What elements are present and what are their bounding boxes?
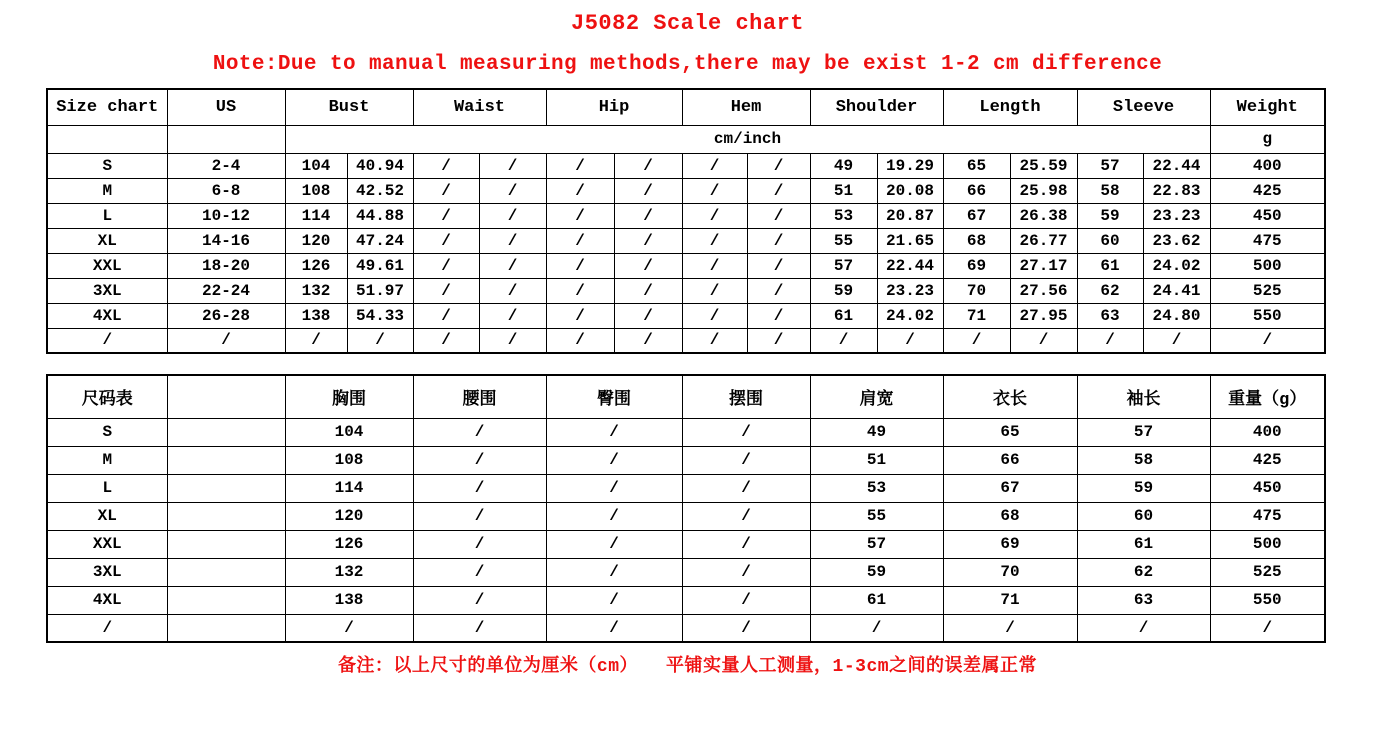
table-cell: / [1010, 328, 1077, 353]
table-cell: 62 [1077, 558, 1210, 586]
column-header: 尺码表 [47, 375, 167, 418]
table-cell: 138 [285, 586, 413, 614]
table-cell: / [285, 328, 347, 353]
table-cell: / [546, 278, 614, 303]
table-cell: / [546, 303, 614, 328]
table-cell: 54.33 [347, 303, 413, 328]
table-cell: / [682, 328, 747, 353]
table-cell: / [546, 586, 682, 614]
unit-label-grams: g [1210, 125, 1325, 153]
column-header-measurement: Hem [682, 89, 810, 125]
table-cell: 49 [810, 418, 943, 446]
table-row [47, 178, 1325, 203]
table-cell: / [413, 253, 479, 278]
unit-row [47, 125, 1325, 153]
table-cell: 57 [810, 530, 943, 558]
column-header-weight: Weight [1210, 89, 1325, 125]
table-cell: / [747, 178, 810, 203]
table-cell: / [614, 178, 682, 203]
table-cell: / [614, 278, 682, 303]
table-cell: / [413, 558, 546, 586]
header-row [47, 375, 1325, 418]
table-cell: 24.02 [877, 303, 943, 328]
table-cell: 69 [943, 530, 1077, 558]
table-cell: / [546, 203, 614, 228]
table-cell [167, 558, 285, 586]
table-cell: / [682, 474, 810, 502]
table-cell: / [682, 502, 810, 530]
table-cell: / [413, 418, 546, 446]
table-cell: 550 [1210, 303, 1325, 328]
table-cell: / [413, 446, 546, 474]
table-row [47, 228, 1325, 253]
table-cell: / [413, 474, 546, 502]
table-cell: / [47, 328, 167, 353]
table-cell: 69 [943, 253, 1010, 278]
unit-label-cm-inch: cm/inch [285, 125, 1210, 153]
table-cell: / [413, 228, 479, 253]
table-cell: 126 [285, 253, 347, 278]
table-cell: 42.52 [347, 178, 413, 203]
table-row [47, 586, 1325, 614]
column-header-measurement: Bust [285, 89, 413, 125]
column-header-measurement: Shoulder [810, 89, 943, 125]
footer-remark-note: 备注：以上尺寸的单位为厘米（cm） 平铺实量人工测量，1-3cm之间的误差属正常 [337, 657, 1038, 677]
table-cell: 40.94 [347, 153, 413, 178]
table-cell: 58 [1077, 178, 1143, 203]
table-cell: / [413, 502, 546, 530]
table-cell: / [682, 178, 747, 203]
table-cell [167, 586, 285, 614]
table-cell: / [546, 446, 682, 474]
size-table-english [46, 88, 1326, 354]
column-header-us: US [167, 89, 285, 125]
table-cell: 65 [943, 153, 1010, 178]
column-header: 腰围 [413, 375, 546, 418]
table-cell: 57 [1077, 153, 1143, 178]
table-cell: 22.44 [877, 253, 943, 278]
table-cell: / [747, 328, 810, 353]
table-cell: 61 [810, 303, 877, 328]
table-cell: 21.65 [877, 228, 943, 253]
table-cell: L [47, 203, 167, 228]
table-cell [167, 614, 285, 642]
table-cell: / [747, 153, 810, 178]
table-cell: 63 [1077, 586, 1210, 614]
table-cell: S [47, 418, 167, 446]
table-cell: 475 [1210, 228, 1325, 253]
table-cell: / [413, 586, 546, 614]
table-cell: / [546, 614, 682, 642]
table-cell: XXL [47, 253, 167, 278]
table-cell: 71 [943, 303, 1010, 328]
table-cell: 450 [1210, 474, 1325, 502]
table-row [47, 446, 1325, 474]
table-row [47, 303, 1325, 328]
table-cell: 51 [810, 178, 877, 203]
table-cell: 68 [943, 228, 1010, 253]
table-cell: / [682, 530, 810, 558]
table-cell: 63 [1077, 303, 1143, 328]
table-cell: / [479, 228, 546, 253]
table-cell: 53 [810, 203, 877, 228]
table-cell: / [546, 474, 682, 502]
table-cell: 59 [1077, 474, 1210, 502]
table-cell: 10-12 [167, 203, 285, 228]
table-row [47, 530, 1325, 558]
table-cell: 24.41 [1143, 278, 1210, 303]
table-cell: 20.87 [877, 203, 943, 228]
size-table-chinese [46, 374, 1326, 643]
table-cell: 61 [1077, 530, 1210, 558]
table-cell: / [167, 328, 285, 353]
table-cell: 68 [943, 502, 1077, 530]
table-cell: / [413, 530, 546, 558]
table-cell: / [285, 614, 413, 642]
table-cell: / [546, 328, 614, 353]
table-row [47, 502, 1325, 530]
table-cell: 66 [943, 446, 1077, 474]
table-cell: 67 [943, 203, 1010, 228]
table-row [47, 253, 1325, 278]
table-cell: 70 [943, 558, 1077, 586]
table-cell: / [413, 303, 479, 328]
empty-cell [47, 125, 167, 153]
table-cell: 23.23 [877, 278, 943, 303]
table-cell: 51.97 [347, 278, 413, 303]
table-cell: 22-24 [167, 278, 285, 303]
table-cell: 47.24 [347, 228, 413, 253]
table-cell: 27.95 [1010, 303, 1077, 328]
table-cell: 132 [285, 558, 413, 586]
table-cell: / [479, 153, 546, 178]
table-cell: 104 [285, 418, 413, 446]
table-cell: 108 [285, 446, 413, 474]
table-cell: 70 [943, 278, 1010, 303]
table-cell: 104 [285, 153, 347, 178]
table-cell: XL [47, 502, 167, 530]
measurement-difference-note: Note:Due to manual measuring methods,there may be exist 1-2 cm difference [212, 53, 1163, 76]
table-row [47, 614, 1325, 642]
table-cell: / [682, 586, 810, 614]
table-cell: 3XL [47, 558, 167, 586]
table-cell: / [479, 178, 546, 203]
table-cell: / [546, 253, 614, 278]
table-cell: / [47, 614, 167, 642]
table-cell: S [47, 153, 167, 178]
table-cell: 400 [1210, 418, 1325, 446]
table-cell: 25.98 [1010, 178, 1077, 203]
table-cell: 18-20 [167, 253, 285, 278]
table-cell: 44.88 [347, 203, 413, 228]
table-cell: 138 [285, 303, 347, 328]
table-cell: / [1077, 328, 1143, 353]
table-cell: 22.83 [1143, 178, 1210, 203]
column-header-measurement: Waist [413, 89, 546, 125]
table-cell [167, 446, 285, 474]
table-cell: / [413, 328, 479, 353]
table-cell: 114 [285, 474, 413, 502]
table-cell: 475 [1210, 502, 1325, 530]
table-cell: 55 [810, 228, 877, 253]
table-cell: 25.59 [1010, 153, 1077, 178]
table-cell: / [1143, 328, 1210, 353]
table-cell: / [1210, 328, 1325, 353]
table-cell: 26-28 [167, 303, 285, 328]
table-cell: 60 [1077, 228, 1143, 253]
table-cell: / [682, 203, 747, 228]
column-header-measurement: Length [943, 89, 1077, 125]
table-cell: 59 [810, 558, 943, 586]
table-cell: 62 [1077, 278, 1143, 303]
table-cell [167, 530, 285, 558]
table-cell: / [479, 303, 546, 328]
column-header: 胸围 [285, 375, 413, 418]
table-row [47, 474, 1325, 502]
table-cell: 22.44 [1143, 153, 1210, 178]
table-cell: / [877, 328, 943, 353]
table-cell [167, 474, 285, 502]
table-cell: 26.77 [1010, 228, 1077, 253]
column-header: 衣长 [943, 375, 1077, 418]
table-cell: 20.08 [877, 178, 943, 203]
column-header-size-chart: Size chart [47, 89, 167, 125]
table-cell: 3XL [47, 278, 167, 303]
table-cell: / [614, 253, 682, 278]
table-cell: 6-8 [167, 178, 285, 203]
table-cell: 24.02 [1143, 253, 1210, 278]
table-cell [167, 502, 285, 530]
table-cell: / [546, 530, 682, 558]
table-cell: / [413, 614, 546, 642]
table-cell: / [413, 278, 479, 303]
table-cell: M [47, 446, 167, 474]
table-cell: / [546, 418, 682, 446]
table-cell: 49.61 [347, 253, 413, 278]
table-cell: / [546, 228, 614, 253]
table-row [47, 203, 1325, 228]
table-cell: 27.56 [1010, 278, 1077, 303]
table-cell: / [943, 614, 1077, 642]
table-cell: 14-16 [167, 228, 285, 253]
table-cell: / [546, 153, 614, 178]
table-cell: / [682, 303, 747, 328]
table-cell: / [614, 203, 682, 228]
table-cell: 24.80 [1143, 303, 1210, 328]
table-cell: / [747, 253, 810, 278]
table-cell: / [546, 558, 682, 586]
table-cell: / [413, 153, 479, 178]
table-cell: / [682, 253, 747, 278]
table-cell: / [546, 178, 614, 203]
table-cell: 4XL [47, 586, 167, 614]
table-cell: 60 [1077, 502, 1210, 530]
table-row [47, 418, 1325, 446]
table-cell: / [479, 203, 546, 228]
table-cell: / [682, 228, 747, 253]
table-cell: / [614, 228, 682, 253]
table-cell: 71 [943, 586, 1077, 614]
table-cell: / [682, 278, 747, 303]
table-cell: 120 [285, 228, 347, 253]
table-cell: / [479, 278, 546, 303]
table-cell: 500 [1210, 253, 1325, 278]
table-cell: L [47, 474, 167, 502]
table-cell: / [682, 614, 810, 642]
table-cell: 67 [943, 474, 1077, 502]
table-cell: 66 [943, 178, 1010, 203]
table-cell: / [546, 502, 682, 530]
table-cell: 450 [1210, 203, 1325, 228]
column-header: 袖长 [1077, 375, 1210, 418]
table-cell: 19.29 [877, 153, 943, 178]
table-cell: 59 [810, 278, 877, 303]
table-cell: XL [47, 228, 167, 253]
table-cell: 23.62 [1143, 228, 1210, 253]
table-row [47, 153, 1325, 178]
table-cell: 132 [285, 278, 347, 303]
page-title: J5082 Scale chart [571, 11, 804, 36]
table-cell: 400 [1210, 153, 1325, 178]
table-cell: 49 [810, 153, 877, 178]
column-header: 肩宽 [810, 375, 943, 418]
table-cell: 61 [1077, 253, 1143, 278]
table-cell: 59 [1077, 203, 1143, 228]
table-row [47, 558, 1325, 586]
table-cell: 126 [285, 530, 413, 558]
table-cell: / [614, 328, 682, 353]
table-cell: XXL [47, 530, 167, 558]
table-cell: 55 [810, 502, 943, 530]
table-cell: / [479, 328, 546, 353]
table-cell: / [682, 153, 747, 178]
table-cell: 525 [1210, 278, 1325, 303]
table-cell: 51 [810, 446, 943, 474]
column-header-measurement: Sleeve [1077, 89, 1210, 125]
table-cell: 120 [285, 502, 413, 530]
table-cell: / [747, 228, 810, 253]
table-cell: / [682, 418, 810, 446]
table-cell: 65 [943, 418, 1077, 446]
table-cell: / [479, 253, 546, 278]
empty-cell [167, 125, 285, 153]
table-cell: / [810, 614, 943, 642]
table-cell [167, 418, 285, 446]
table-cell: / [943, 328, 1010, 353]
table-row [47, 328, 1325, 353]
column-header: 臀围 [546, 375, 682, 418]
table-cell: 27.17 [1010, 253, 1077, 278]
table-cell: 4XL [47, 303, 167, 328]
table-cell: / [413, 203, 479, 228]
table-cell: 61 [810, 586, 943, 614]
table-cell: 26.38 [1010, 203, 1077, 228]
table-cell: 58 [1077, 446, 1210, 474]
table-row [47, 278, 1325, 303]
table-cell: / [682, 446, 810, 474]
table-cell: M [47, 178, 167, 203]
table-cell: 2-4 [167, 153, 285, 178]
table-cell: 57 [810, 253, 877, 278]
table-cell: 425 [1210, 178, 1325, 203]
table-cell: 500 [1210, 530, 1325, 558]
table-cell: 53 [810, 474, 943, 502]
table-cell: 23.23 [1143, 203, 1210, 228]
table-cell: 108 [285, 178, 347, 203]
table-cell: / [1077, 614, 1210, 642]
table-cell: / [747, 303, 810, 328]
table-cell: 57 [1077, 418, 1210, 446]
table-cell: 425 [1210, 446, 1325, 474]
table-cell: / [1210, 614, 1325, 642]
column-header [167, 375, 285, 418]
table-cell: / [810, 328, 877, 353]
table-cell: / [682, 558, 810, 586]
column-header: 重量（g） [1210, 375, 1325, 418]
table-cell: / [413, 178, 479, 203]
table-cell: / [614, 303, 682, 328]
table-cell: / [747, 203, 810, 228]
header-row [47, 89, 1325, 125]
table-cell: 550 [1210, 586, 1325, 614]
table-cell: / [747, 278, 810, 303]
column-header-measurement: Hip [546, 89, 682, 125]
column-header: 摆围 [682, 375, 810, 418]
table-cell: / [347, 328, 413, 353]
table-cell: 114 [285, 203, 347, 228]
table-cell: 525 [1210, 558, 1325, 586]
table-cell: / [614, 153, 682, 178]
